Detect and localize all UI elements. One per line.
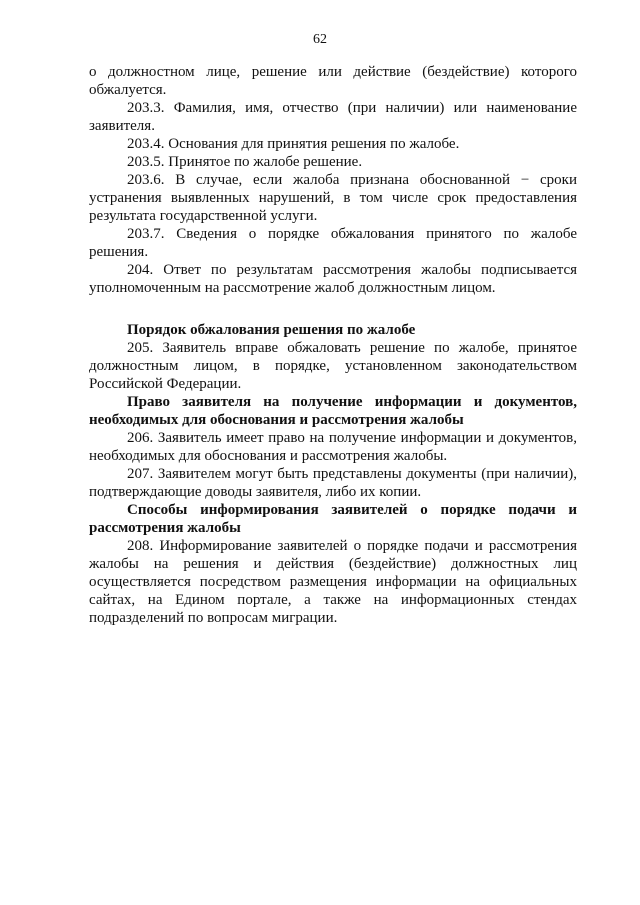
paragraph-208: 208. Информирование заявителей о порядке подачи и рассмотрения жалобы на решения и действия (бездействие) должностных лиц осуществляется посредством размещения информации на официальных сайтах, на Едином портале, а также на информационных стендах подразделений по вопросам миграции.	[89, 538, 577, 626]
page-number: 62	[313, 32, 327, 47]
section-heading-informing-methods: Способы информирования заявителей о порядке подачи и рассмотрения жалобы	[89, 502, 577, 536]
paragraph-203-7: 203.7. Сведения о порядке обжалования принятого по жалобе решения.	[89, 226, 577, 260]
section-heading-appeal-procedure: Порядок обжалования решения по жалобе	[127, 322, 416, 338]
document-body	[89, 63, 577, 627]
paragraph-203-5: 203.5. Принятое по жалобе решение.	[127, 154, 363, 170]
paragraph-203-3: 203.3. Фамилия, имя, отчество (при наличии) или наименование заявителя.	[89, 100, 577, 134]
paragraph-205: 205. Заявитель вправе обжаловать решение по жалобе, принятое должностным лицом, в порядке, установленном законодательством Российской Федерации.	[89, 340, 577, 392]
paragraph-continuation: о должностном лице, решение или действие (бездействие) которого обжалуется.	[89, 64, 577, 98]
paragraph-207: 207. Заявителем могут быть представлены документы (при наличии), подтверждающие доводы заявителя, либо их копии.	[89, 466, 577, 500]
paragraph-203-4: 203.4. Основания для принятия решения по жалобе.	[127, 136, 460, 152]
paragraph-204: 204. Ответ по результатам рассмотрения жалобы подписывается уполномоченным на рассмотрение жалоб должностным лицом.	[89, 262, 577, 296]
section-heading-right-to-information: Право заявителя на получение информации и документов, необходимых для обоснования и рассмотрения жалобы	[89, 394, 577, 428]
paragraph-203-6: 203.6. В случае, если жалоба признана обоснованной − сроки устранения выявленных нарушений, в том числе срок предоставления результата государственной услуги.	[89, 172, 577, 224]
paragraph-206: 206. Заявитель имеет право на получение информации и документов, необходимых для обоснования и рассмотрения жалобы.	[89, 430, 577, 464]
